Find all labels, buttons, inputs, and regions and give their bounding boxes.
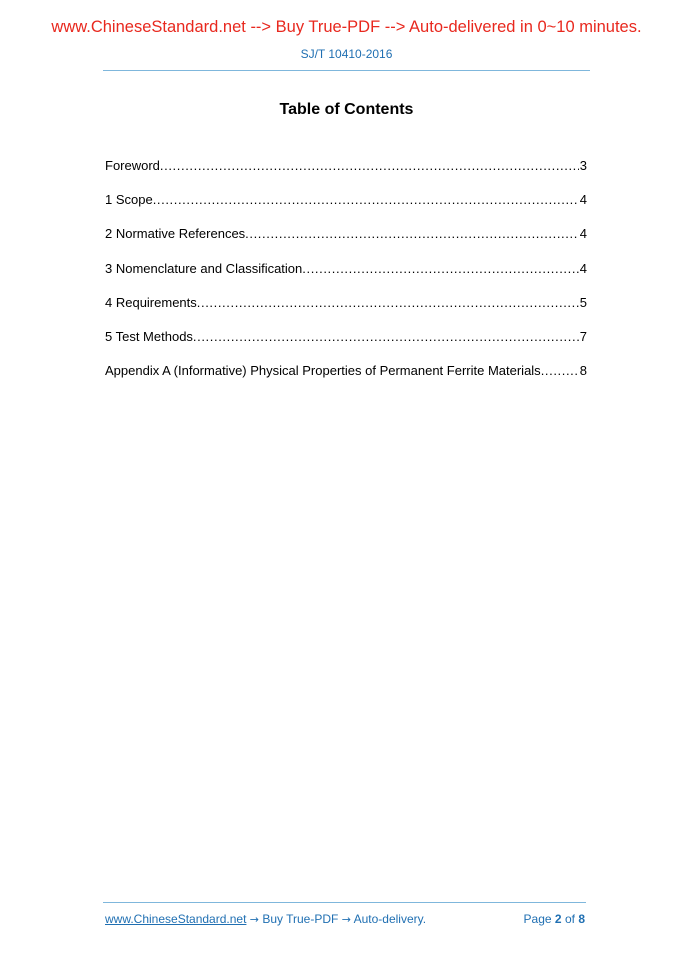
toc-entry-page: 3 [579, 158, 587, 173]
footer-site-link[interactable]: www.ChineseStandard.net [105, 912, 247, 926]
dot-leader [153, 192, 579, 207]
toc-entry-label: 4 Requirements [105, 294, 197, 310]
toc-entry-foreword[interactable] [105, 158, 587, 192]
toc-entry-label: 1 Scope [105, 192, 153, 208]
footer-delivery-text: Auto-delivery. [353, 912, 427, 926]
dot-leader [197, 295, 579, 310]
footer-promo [105, 912, 426, 926]
dot-leader [302, 261, 578, 276]
page-label: Page [523, 912, 552, 926]
toc-entry-label: 3 Nomenclature and Classification [105, 260, 303, 276]
toc-entry-appendix-a[interactable] [105, 363, 587, 397]
dot-leader [160, 158, 579, 173]
toc-entry-scope[interactable] [105, 192, 587, 226]
table-of-contents [105, 158, 587, 397]
footer-buy-text: Buy True-PDF [262, 912, 339, 926]
toc-entry-label: 5 Test Methods [105, 328, 193, 344]
arrow-right-icon: → [341, 913, 351, 926]
toc-entry-normative-references[interactable] [105, 226, 587, 260]
toc-entry-label: Appendix A (Informative) Physical Properties of Permanent Ferrite Materials [105, 363, 541, 379]
toc-entry-requirements[interactable] [105, 295, 587, 329]
page-footer [105, 912, 585, 926]
toc-entry-page: 4 [579, 260, 587, 276]
document-id: SJ/T 10410-2016 [300, 47, 393, 61]
toc-entry-page: 4 [579, 192, 587, 208]
toc-entry-test-methods[interactable] [105, 329, 587, 363]
page-current: 2 [554, 912, 562, 926]
toc-title: Table of Contents [279, 101, 414, 118]
dot-leader [245, 226, 579, 241]
promo-banner[interactable]: www.ChineseStandard.net --> Buy True-PDF --> Auto-delivered in 0~10 minutes. [51, 18, 642, 36]
header-divider [103, 70, 590, 71]
dot-leader [541, 363, 579, 378]
page-of: of [564, 912, 575, 926]
footer-divider [103, 902, 586, 903]
arrow-right-icon: → [249, 913, 259, 926]
toc-entry-label: 2 Normative References [105, 226, 246, 242]
toc-entry-page: 7 [579, 328, 587, 344]
page-total: 8 [578, 912, 585, 926]
toc-entry-page: 8 [579, 363, 587, 379]
toc-entry-page: 5 [579, 294, 587, 310]
toc-entry-page: 4 [579, 226, 587, 242]
toc-entry-label: Foreword [105, 158, 160, 173]
page-number [524, 912, 585, 926]
dot-leader [193, 329, 579, 344]
toc-entry-nomenclature[interactable] [105, 261, 587, 295]
